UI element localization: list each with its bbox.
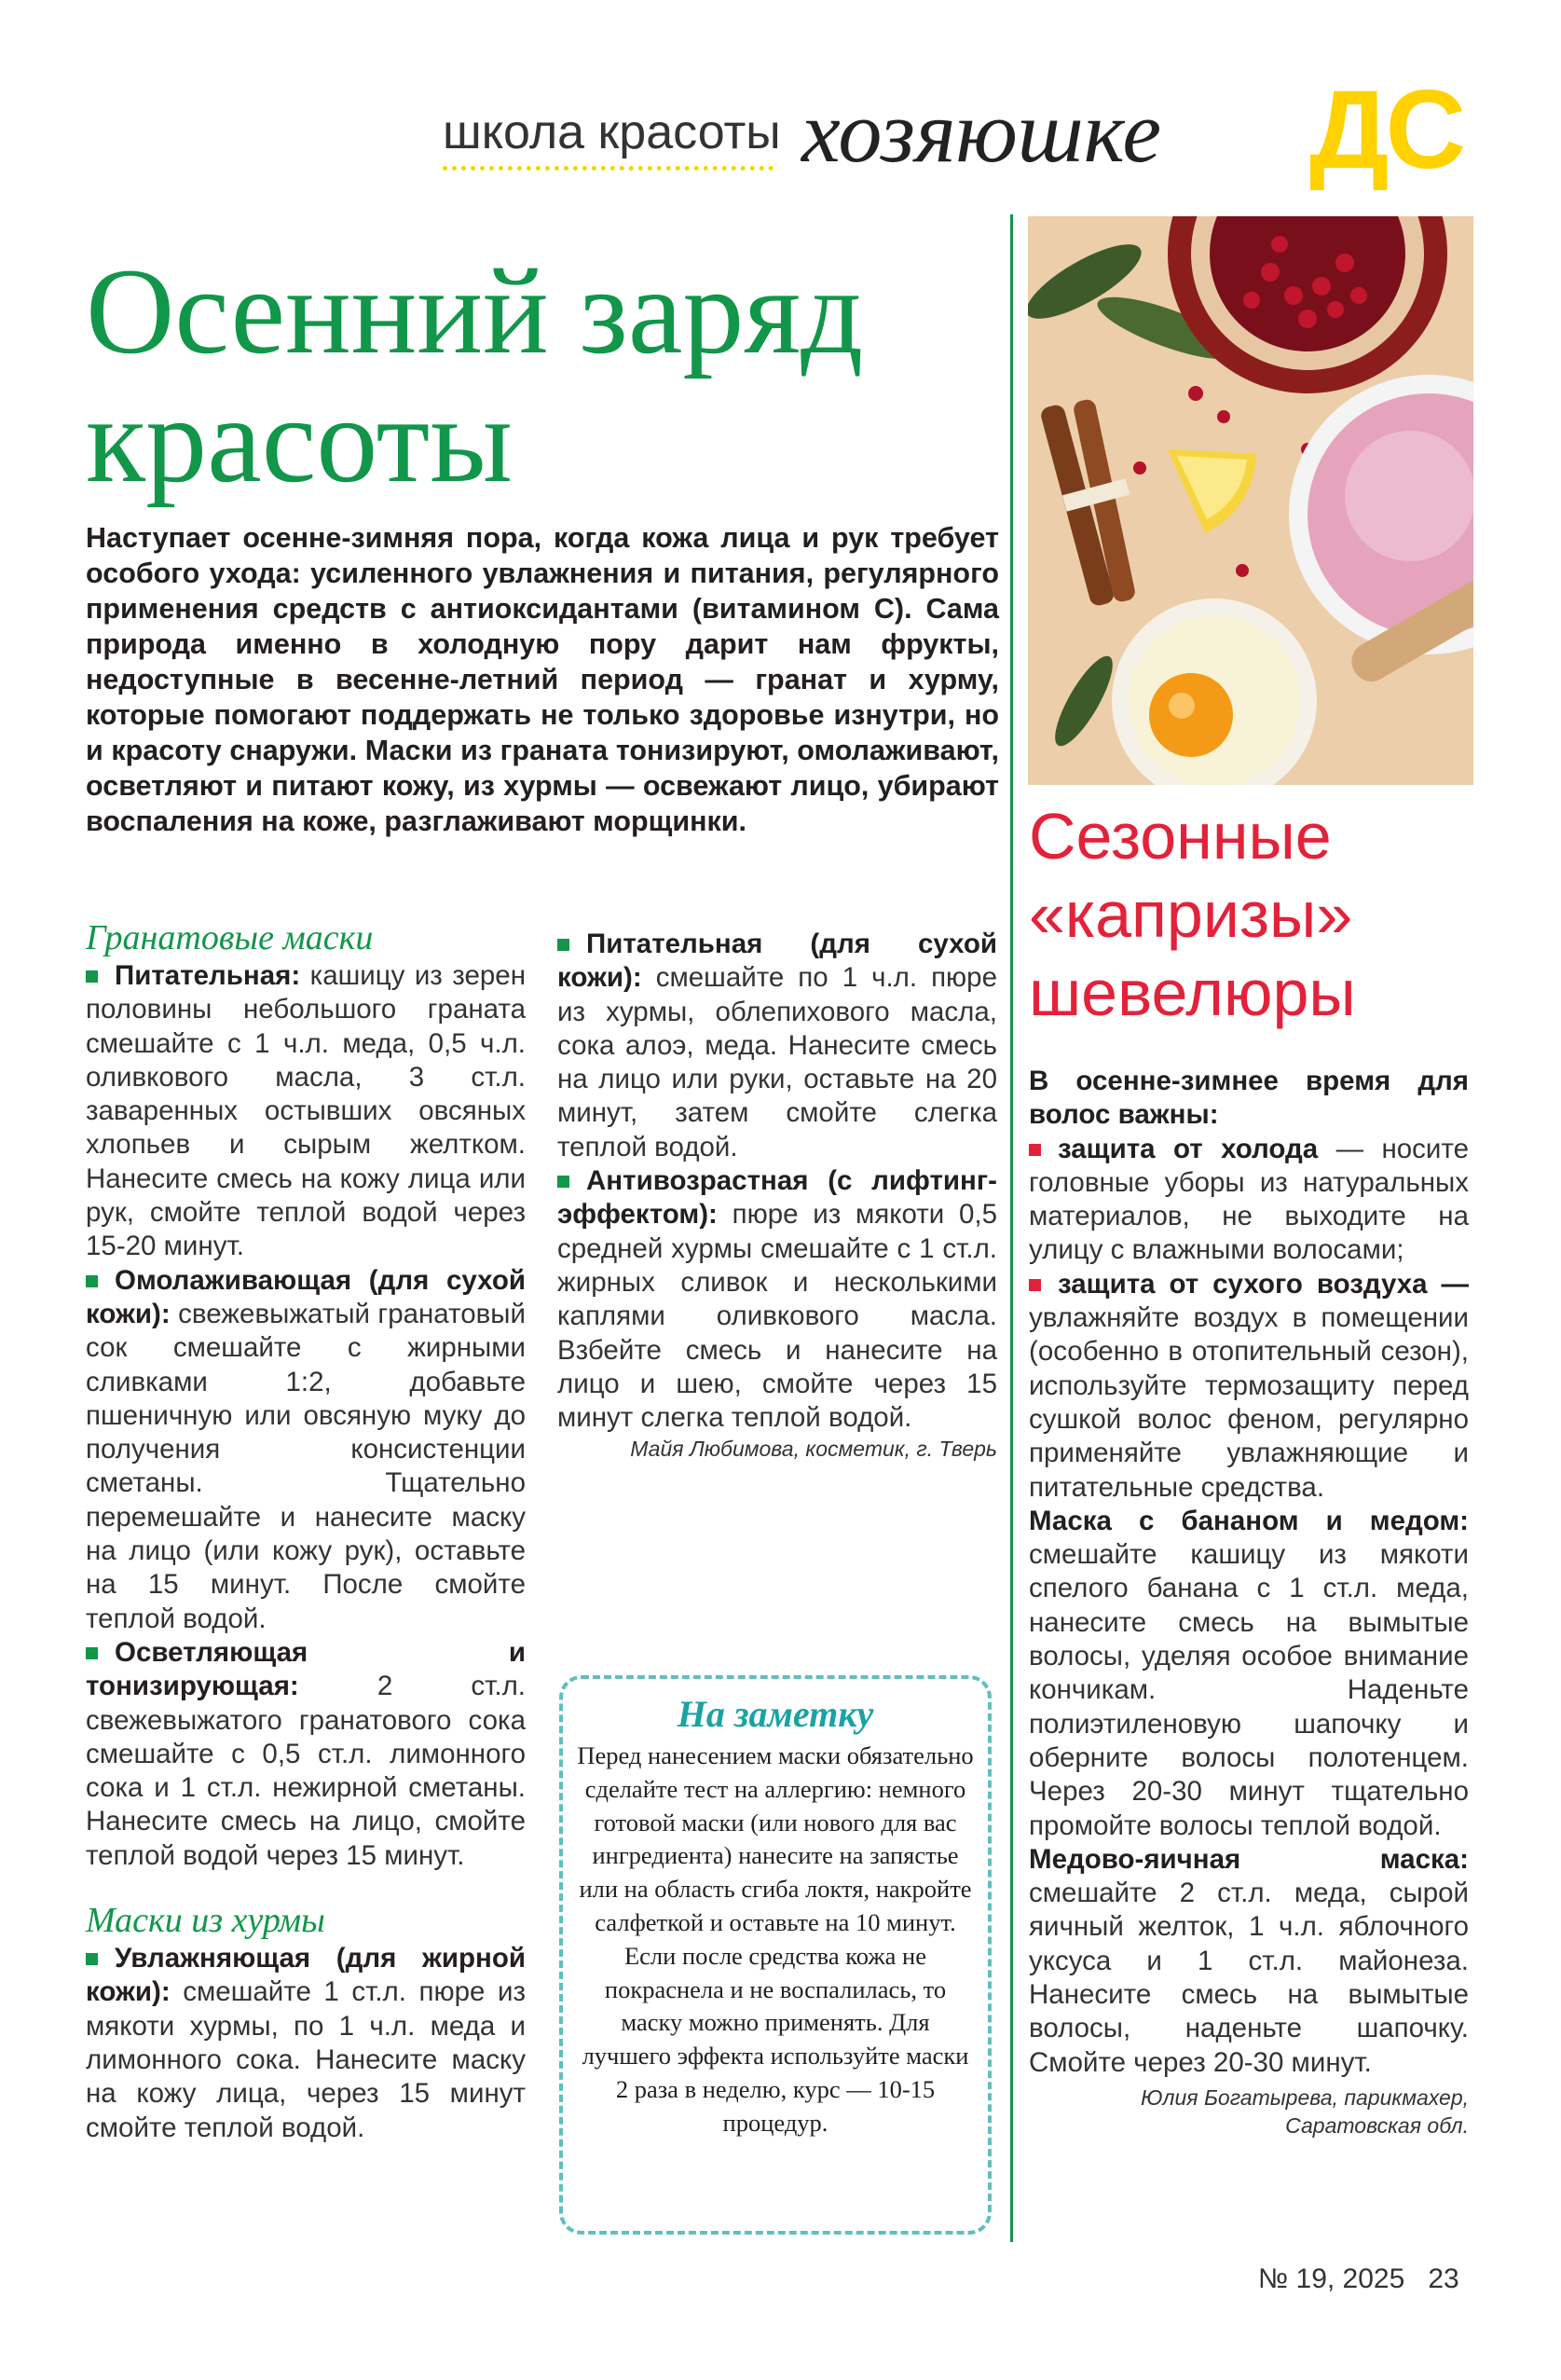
item-text: смешайте по 1 ч.л. пюре из хурмы, облепихового масла, сока алоэ, меда. Нанесите смесь на лицо или руки, оставьте на 20 минут, затем смойте слегка теплой водой.	[557, 962, 997, 1162]
bullet-square-icon	[1029, 1144, 1041, 1156]
title-line-1: Осенний заряд	[86, 242, 864, 379]
hair-intro: В осенне-зимнее время для волос важны:	[1029, 1066, 1469, 1131]
column-divider	[1010, 214, 1013, 2242]
section-underline	[443, 166, 774, 171]
item-text: кашицу из зерен половины небольшого граната смешайте с 1 ч.л. меда, 0,5 ч.л. оливкового масла, 3 ст.л. заваренных остывших овсяных хлопьев и сырым желтком. Нанесите смесь на кожу лица или рук, смойте теплой водой через 15-20 минут.	[86, 960, 526, 1262]
persimmon-item-2	[557, 928, 997, 1164]
item-text: свежевыжатый гранатовый сок смешайте с жирными сливками 1:2, добавьте пшеничную или овсяную муку до получения консистенции сметаны. Тщательно перемешайте и нанесите маску на лицо (или кожу рук), оставьте на 15 минут. После смойте теплой водой.	[86, 1298, 526, 1634]
item-name: Омолаживающая (для сухой кожи):	[86, 1264, 526, 1329]
note-title: На заметку	[677, 1693, 874, 1735]
article-title	[86, 242, 1008, 508]
item-text: пюре из мякоти 0,5 средней хурмы смешайте с 1 ст.л. жирных сливок и несколькими каплями оливкового масла. Взбейте смесь и нанесите на лицо и шею, смойте через 15 минут слегка теплой водой.	[557, 1199, 997, 1434]
ingredients-photo	[1028, 216, 1473, 785]
page-number: 23	[1428, 2263, 1459, 2294]
persimmon-heading: Маски из хурмы	[86, 1901, 325, 1941]
persimmon-item-3	[557, 1164, 997, 1435]
bullet-square-icon	[557, 939, 569, 951]
section-label: школа красоты	[443, 105, 781, 159]
pomegranate-item-2	[86, 1264, 526, 1636]
tip-text: увлажняйте воздух в помещении (особенно в отопительный сезон), используйте термозащиту перед сушкой волос феном, регулярно применяйте увлажняющие и питательные средства.	[1029, 1302, 1469, 1503]
title-line-2: красоты	[86, 371, 513, 508]
persimmon-item-1	[86, 1942, 526, 2145]
item-name: Осветляющая и тонизирующая:	[86, 1636, 526, 1702]
mask-text: смешайте кашицу из мякоти спелого банана с 1 ст.л. меда, нанесите смесь на вымытые волосы, уделяя особое внимание кончикам. Наденьте полиэтиленовую шапочку и оберните волосы полотенцем. Через 20-30 минут тщательно промойте волосы теплой водой.	[1029, 1539, 1469, 1841]
item-name: Антивозрастная (с лифтинг-эффектом):	[557, 1165, 997, 1231]
item-text: смешайте 1 ст.л. пюре из мякоти хурмы, по 1 ч.л. меда и лимонного сока. Нанесите маску на кожу лица, через 15 минут смойте теплой водой.	[86, 1976, 526, 2143]
bullet-square-icon	[1029, 1279, 1041, 1291]
bullet-square-icon	[86, 1647, 98, 1659]
magazine-logo: ДС	[1309, 67, 1463, 192]
item-text: 2 ст.л. свежевыжатого гранатового сока смешайте с 0,5 ст.л. лимонного сока и 1 ст.л. нежирной сметаны. Нанесите смесь на лицо, смойте теплой водой через 15 минут.	[86, 1671, 526, 1871]
hair-mask-1	[1029, 1505, 1469, 1843]
bullet-square-icon	[86, 1953, 98, 1965]
signature-line-2: Саратовская обл.	[1285, 2112, 1469, 2138]
hair-tip-2	[1029, 1268, 1469, 1505]
signature-cosmetologist: Майя Любимова, косметик, г. Тверь	[630, 1437, 997, 1462]
bullet-square-icon	[86, 970, 98, 983]
column-middle	[557, 928, 997, 1463]
tip-text: — носите головные уборы из натуральных материалов, не выходите на улицу с влажными волосами;	[1029, 1133, 1469, 1266]
column-left	[86, 918, 526, 2145]
pomegranate-heading: Гранатовые маски	[86, 918, 374, 957]
column-right	[1029, 1065, 1469, 2139]
item-name: Питательная (для сухой кожи):	[557, 929, 997, 994]
mask-name: Маска с бананом и медом:	[1029, 1505, 1469, 1536]
hair-title-line-3: шевелюры	[1029, 956, 1356, 1029]
hair-title-line-2: «капризы»	[1029, 878, 1353, 951]
tip-name: защита от сухого воздуха —	[1058, 1268, 1469, 1300]
item-name: Увлажняющая (для жирной кожи):	[86, 1943, 526, 2008]
bullet-square-icon	[86, 1275, 98, 1287]
page-footer	[1258, 2263, 1459, 2295]
item-name: Питательная:	[115, 960, 301, 991]
ingredients-illustration	[1028, 216, 1473, 785]
signature-line-1: Юлия Богатырева, парикмахер,	[1141, 2084, 1469, 2110]
magazine-name: хозяюшке	[801, 84, 1162, 181]
hair-title	[1029, 797, 1495, 1032]
hair-mask-2	[1029, 1843, 1469, 2080]
article-lead: Наступает осенне-зимняя пора, когда кожа лица и рук требует особого ухода: усиленного увлажнения и питания, регулярного применения средств с антиоксидантами (витамином С). Сама природа именно в холодную пору дарит нам фрукты, недоступные в весенне-летний период — гранат и хурму, которые помогают поддержать не только здоровье изнутри, но и красоту снаружи. Маски из граната тонизируют, омолаживают, осветляют и питают кожу, из хурмы — освежают лицо, убирают воспаления на коже, разглаживают морщинки.	[86, 522, 999, 837]
note-text: Перед нанесением маски обязательно сделайте тест на аллергию: немного готовой маски (или нового для вас ингредиента) нанесите на запястье или на область сгиба локтя, накройте салфеткой и оставьте на 10 минут. Если после средства кожа не покраснела и не воспалилась, то маску можно применять. Для лучшего эффекта используйте маски 2 раза в неделю, курс — 10-15 процедур.	[577, 1741, 974, 2137]
bullet-square-icon	[557, 1176, 569, 1188]
signature-hairdresser	[1029, 2084, 1469, 2139]
hair-tip-1	[1029, 1133, 1469, 1268]
pomegranate-item-1	[86, 959, 526, 1264]
hair-title-line-1: Сезонные	[1029, 800, 1332, 873]
mask-text: смешайте 2 ст.л. меда, сырой яичный желток, 1 ч.л. яблочного уксуса и 1 ст.л. майонеза. Нанесите смесь на вымытые волосы, наденьте шапочку. Смойте через 20-30 минут.	[1029, 1878, 1469, 2078]
tip-name: защита от холода	[1058, 1133, 1319, 1164]
issue-number: № 19, 2025	[1258, 2263, 1405, 2294]
pomegranate-item-3	[86, 1636, 526, 1873]
mask-name: Медово-яичная маска:	[1029, 1843, 1469, 1875]
